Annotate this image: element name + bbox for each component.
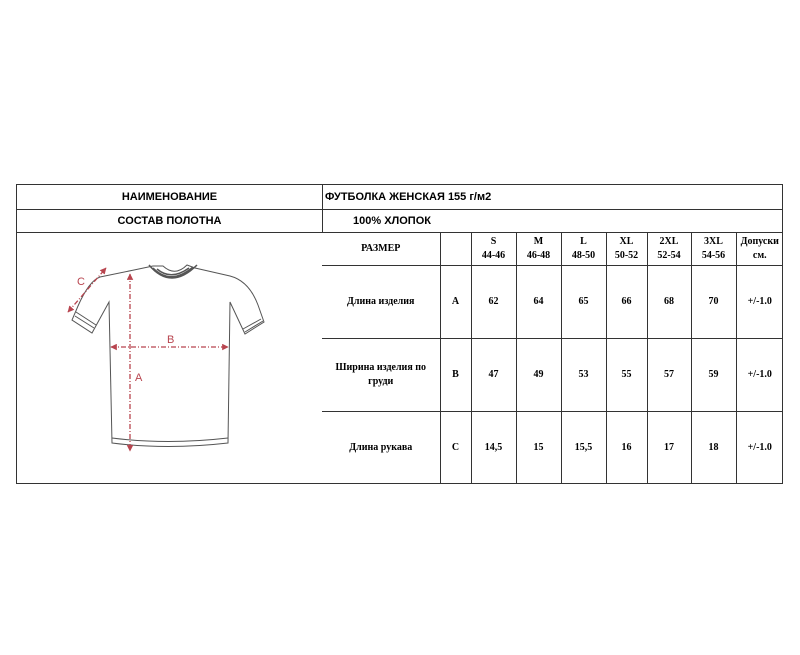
fabric-value: 100% ХЛОПОК — [353, 215, 431, 227]
tshirt-sketch — [17, 233, 322, 483]
tshirt-outline — [72, 265, 264, 447]
size-col-m: M 46-48 — [516, 233, 561, 265]
size-col-s: S 44-46 — [471, 233, 516, 265]
label-a: A — [135, 372, 143, 384]
tshirt-diagram — [17, 233, 322, 483]
fabric-label: СОСТАВ ПОЛОТНА — [117, 215, 222, 227]
size-col-xl: XL 50-52 — [606, 233, 647, 265]
table-row: Ширина изделия по груди B 47 49 53 55 57 59 +/-1.0 — [322, 338, 783, 411]
product-name-value: ФУТБОЛКА ЖЕНСКАЯ 155 г/м2 — [325, 191, 492, 203]
table-row: Длина изделия A 62 64 65 66 68 70 +/-1.0 — [322, 265, 783, 338]
table-header-row — [322, 233, 783, 265]
label-b: B — [167, 334, 175, 346]
size-col-3xl: 3XL 54-56 — [691, 233, 736, 265]
table-row: Длина рукава C 14,5 15 15,5 16 17 18 +/-1.0 — [322, 411, 783, 484]
size-chart — [16, 184, 783, 484]
product-name-row — [17, 185, 782, 210]
measurements-table — [322, 233, 783, 484]
size-col-l: L 48-50 — [561, 233, 606, 265]
size-col-2xl: 2XL 52-54 — [647, 233, 691, 265]
product-name-label: НАИМЕНОВАНИЕ — [121, 191, 218, 203]
code-header — [440, 233, 471, 265]
fabric-row — [17, 210, 782, 233]
size-header: РАЗМЕР — [322, 233, 440, 265]
label-c: C — [77, 276, 85, 288]
tolerance-header: Допуски см. — [736, 233, 783, 265]
